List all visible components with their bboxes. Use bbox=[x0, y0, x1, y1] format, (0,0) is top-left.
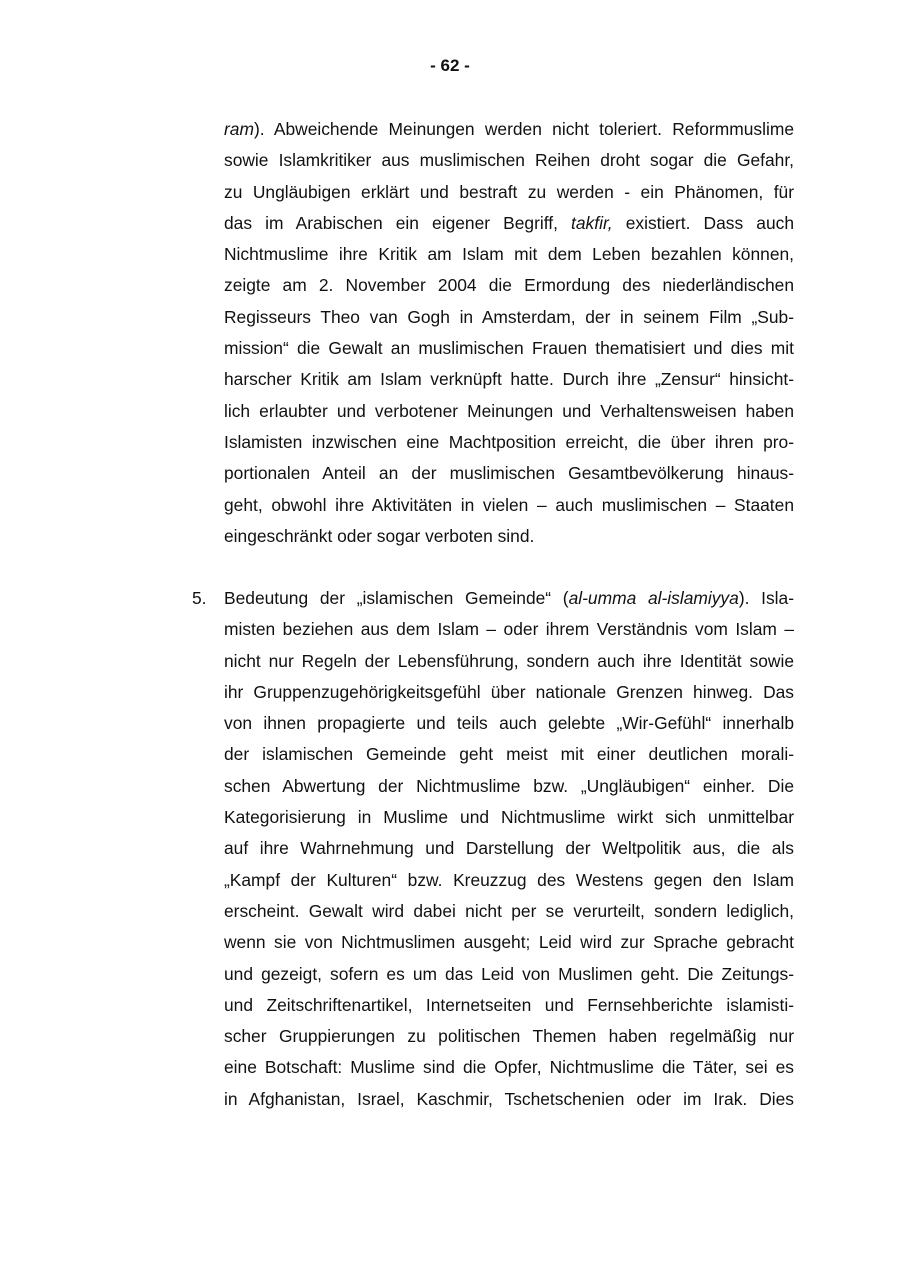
text-run: harscher Kritik am Islam verknüpft hatte. Durch ihre „Zensur“ hinsicht- bbox=[224, 369, 794, 390]
text-line bbox=[224, 458, 794, 489]
text-line bbox=[224, 208, 794, 239]
text-run: Regisseurs Theo van Gogh in Amsterdam, der in seinem Film „Sub- bbox=[224, 306, 794, 327]
text-run: von ihnen propagierte und teils auch gelebte „Wir-Gefühl“ innerhalb bbox=[224, 713, 794, 734]
text-run: Kategorisierung in Muslime und Nichtmuslime wirkt sich unmittelbar bbox=[224, 807, 794, 828]
text-line bbox=[224, 302, 794, 333]
text-run: auf ihre Wahrnehmung und Darstellung der Weltpolitik aus, die als bbox=[224, 838, 794, 859]
italic-term: takfir, bbox=[571, 212, 613, 233]
text-run: nicht nur Regeln der Lebensführung, sondern auch ihre Identität sowie bbox=[224, 650, 794, 671]
text-line bbox=[224, 614, 794, 645]
text-line bbox=[224, 490, 794, 521]
list-item-5-text bbox=[224, 583, 794, 1115]
text-run: geht, obwohl ihre Aktivitäten in vielen – auch muslimischen – Staaten bbox=[224, 494, 794, 515]
text-run: scher Gruppierungen zu politischen Themen haben regelmäßig nur bbox=[224, 1026, 794, 1047]
text-line bbox=[224, 364, 794, 395]
page-number: - 62 - bbox=[430, 56, 470, 75]
text-run: Bedeutung der „islamischen Gemeinde“ ( bbox=[224, 588, 569, 608]
text-run: wenn sie von Nichtmuslimen ausgeht; Leid wird zur Sprache gebracht bbox=[224, 932, 794, 953]
text-run: zeigte am 2. November 2004 die Ermordung des niederländischen bbox=[224, 275, 794, 296]
text-run: Islamisten inzwischen eine Machtposition erreicht, die über ihren pro- bbox=[224, 431, 794, 452]
text-line bbox=[224, 771, 794, 802]
text-line bbox=[224, 802, 794, 833]
text-run: ). Abweichende Meinungen werden nicht toleriert. Reformmuslime bbox=[253, 119, 794, 139]
text-run: in Afghanistan, Israel, Kaschmir, Tschetschenien oder im Irak. Dies bbox=[224, 1088, 794, 1109]
text-run: ihr Gruppenzugehörigkeitsgefühl über nationale Grenzen hinweg. Das bbox=[224, 681, 794, 702]
text-line bbox=[224, 583, 794, 614]
text-line bbox=[224, 239, 794, 270]
text-run: „Kampf der Kulturen“ bzw. Kreuzzug des Westens gegen den Islam bbox=[224, 869, 794, 890]
text-line bbox=[224, 396, 794, 427]
text-line bbox=[224, 896, 794, 927]
text-run: und Zeitschriftenartikel, Internetseiten und Fernsehberichte islamisti- bbox=[224, 994, 794, 1015]
text-line bbox=[224, 959, 794, 990]
text-run: existiert. Dass auch bbox=[612, 212, 794, 233]
text-line bbox=[224, 646, 794, 677]
list-item-number: 5. bbox=[192, 588, 207, 608]
text-line bbox=[224, 990, 794, 1021]
text-run: und gezeigt, sofern es um das Leid von Muslimen geht. Die Zeitungs- bbox=[224, 963, 794, 984]
text-line bbox=[224, 1084, 794, 1115]
text-line bbox=[224, 333, 794, 364]
text-line bbox=[224, 1052, 794, 1083]
italic-term: al-umma al-islamiyya bbox=[568, 588, 739, 608]
text-line bbox=[224, 865, 794, 896]
text-run: Nichtmuslime ihre Kritik am Islam mit dem Leben bezahlen können, bbox=[224, 244, 794, 265]
text-line bbox=[224, 739, 794, 770]
text-line bbox=[224, 177, 794, 208]
paragraph-continuation bbox=[224, 114, 794, 552]
text-line bbox=[224, 1021, 794, 1052]
text-run: mission“ die Gewalt an muslimischen Frauen thematisiert und dies mit bbox=[224, 338, 794, 359]
text-run: der islamischen Gemeinde geht meist mit einer deutlichen morali- bbox=[224, 744, 794, 765]
text-line bbox=[224, 145, 794, 176]
text-line bbox=[224, 114, 794, 145]
text-run: zu Ungläubigen erklärt und bestraft zu werden - ein Phänomen, für bbox=[224, 181, 794, 202]
text-run: eingeschränkt oder sogar verboten sind. bbox=[224, 525, 535, 546]
text-run: portionalen Anteil an der muslimischen Gesamtbevölkerung hinaus- bbox=[224, 463, 794, 484]
text-run: sowie Islamkritiker aus muslimischen Reihen droht sogar die Gefahr, bbox=[224, 150, 794, 171]
text-run: erscheint. Gewalt wird dabei nicht per se verurteilt, sondern lediglich, bbox=[224, 900, 794, 921]
text-line bbox=[224, 677, 794, 708]
text-line bbox=[224, 708, 794, 739]
text-run: das im Arabischen ein eigener Begriff, bbox=[224, 212, 572, 233]
text-line bbox=[224, 833, 794, 864]
text-line bbox=[224, 427, 794, 458]
text-run: misten beziehen aus dem Islam – oder ihrem Verständnis vom Islam – bbox=[224, 619, 794, 640]
text-run: ). Isla- bbox=[738, 588, 794, 608]
text-line bbox=[224, 521, 794, 552]
text-line bbox=[224, 927, 794, 958]
italic-term: ram bbox=[224, 119, 254, 139]
text-run: lich erlaubter und verbotener Meinungen und Verhaltensweisen haben bbox=[224, 400, 794, 421]
text-run: eine Botschaft: Muslime sind die Opfer, Nichtmuslime die Täter, sei es bbox=[224, 1057, 794, 1078]
text-line bbox=[224, 270, 794, 301]
text-run: schen Abwertung der Nichtmuslime bzw. „Ungläubigen“ einher. Die bbox=[224, 775, 794, 796]
